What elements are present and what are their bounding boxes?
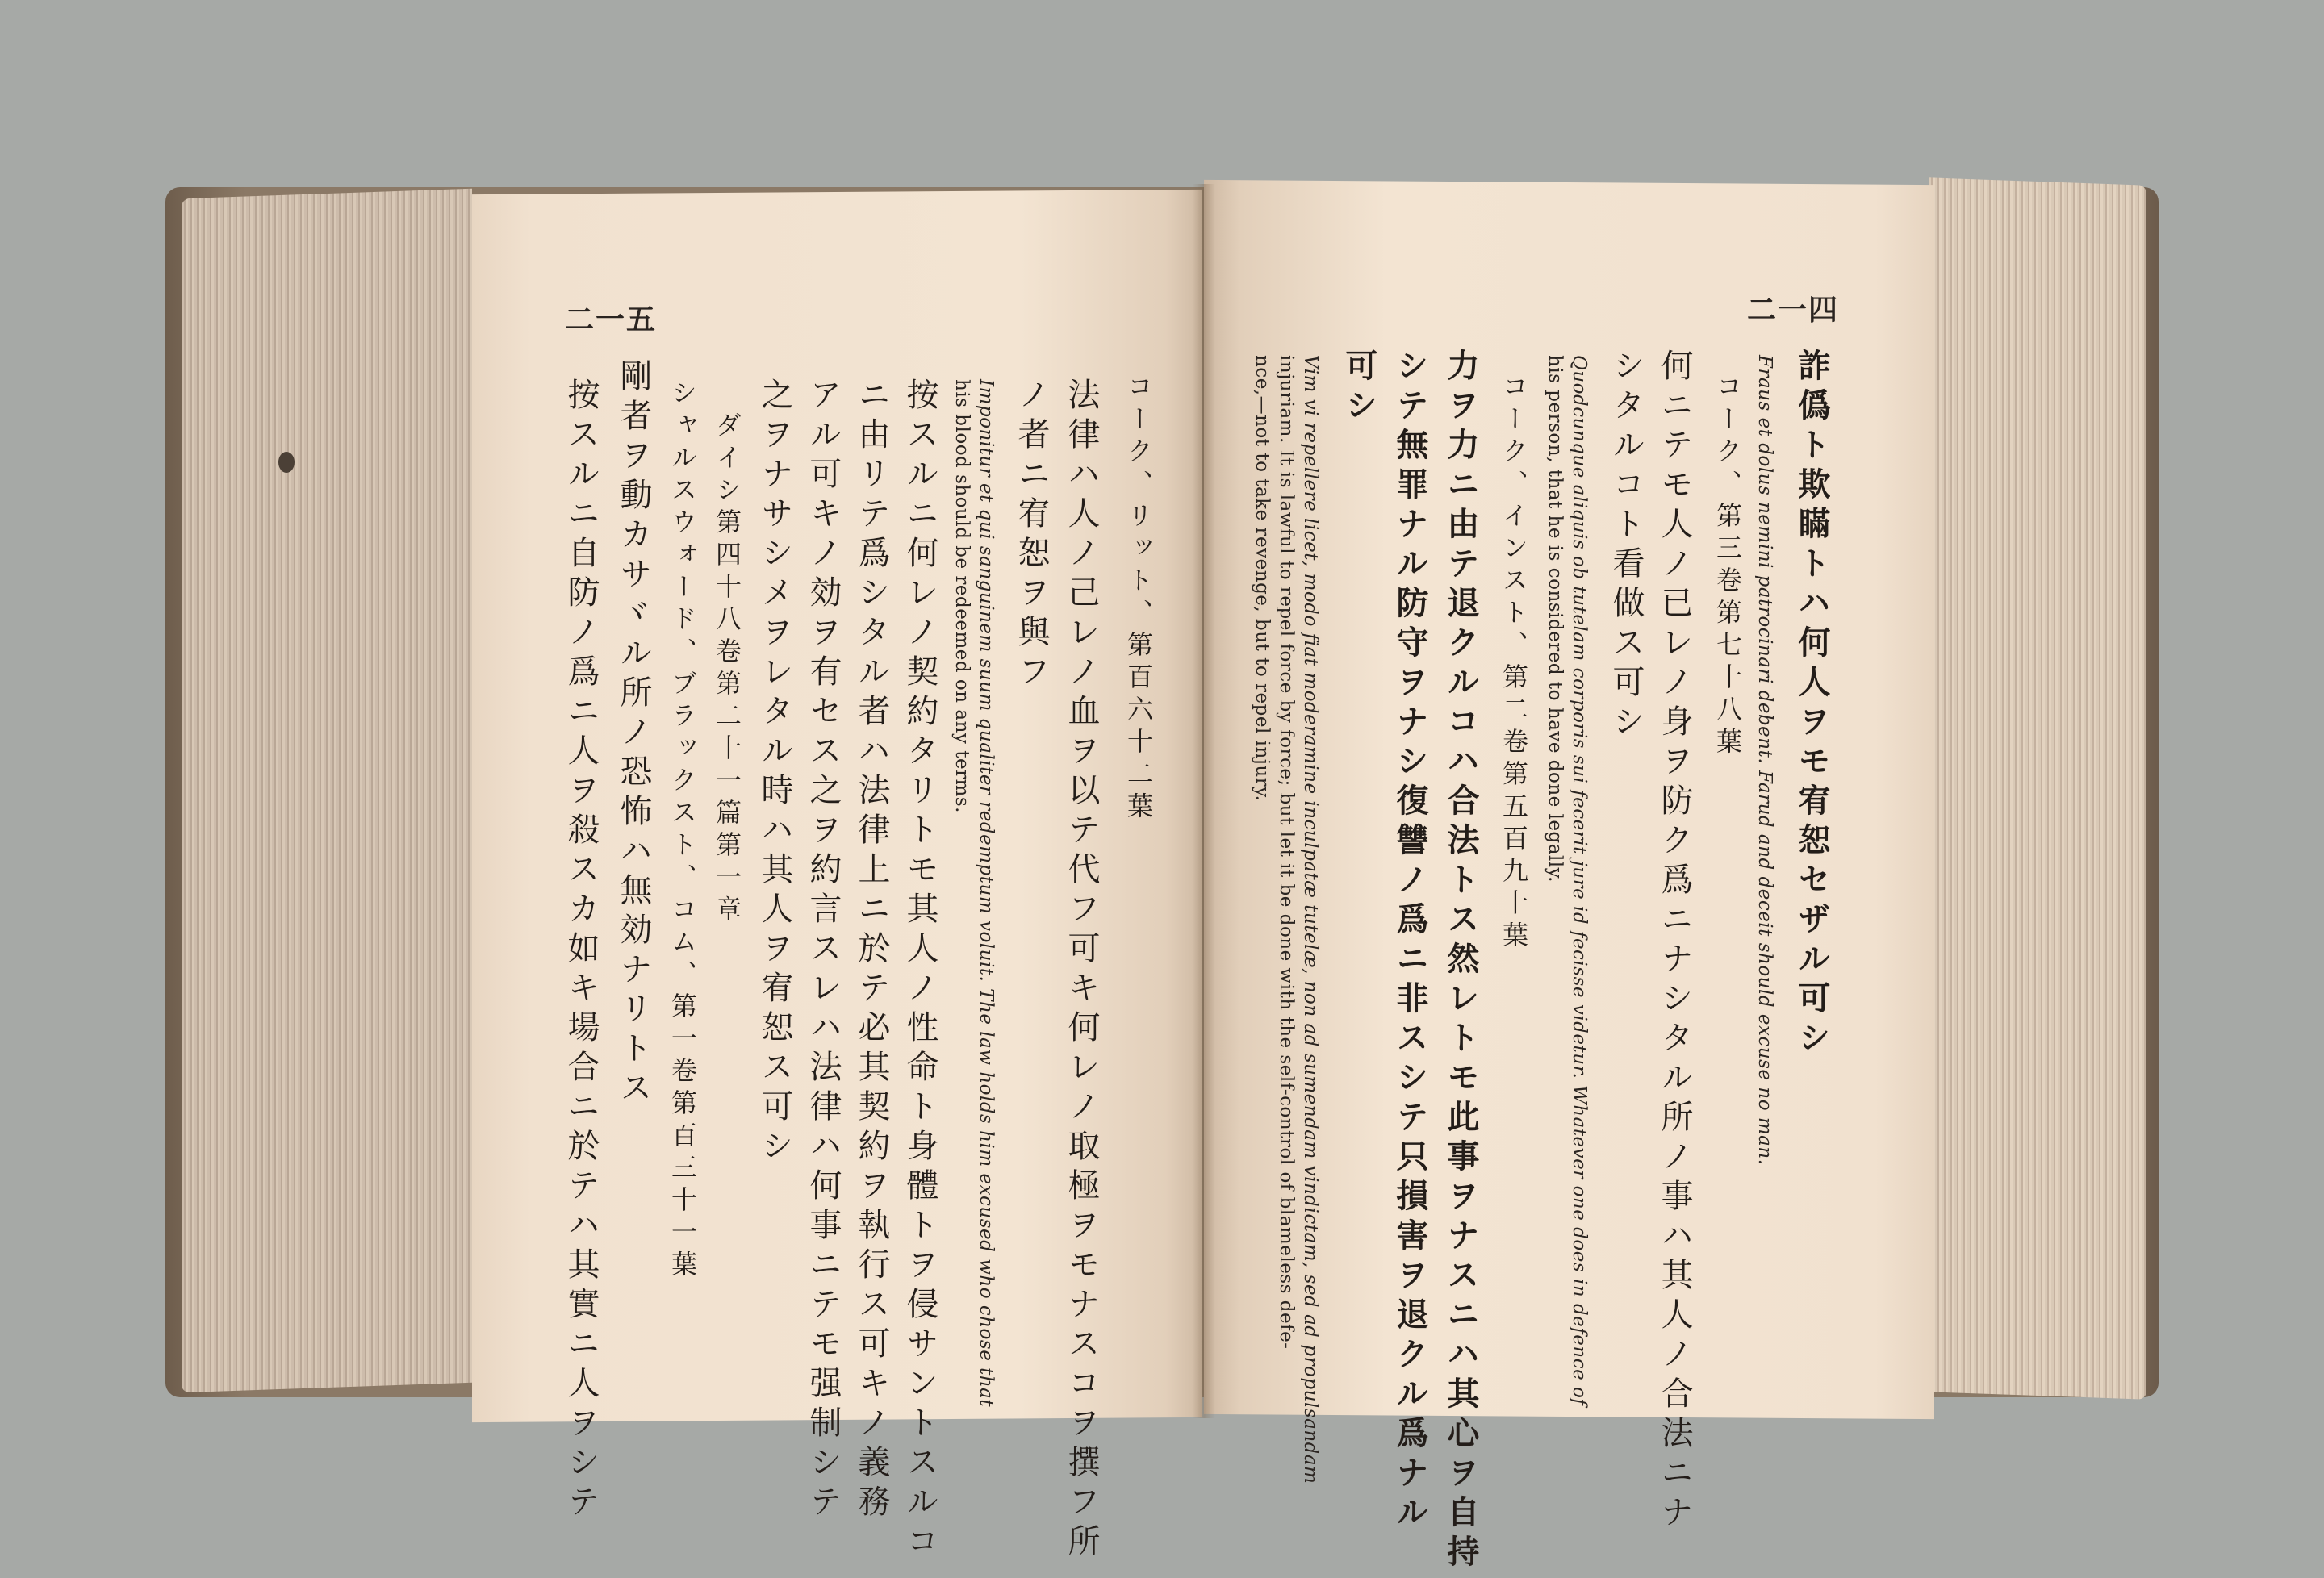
left-page-edges bbox=[182, 189, 472, 1393]
right-col-7: his person, that he is considered to have done legally. bbox=[1544, 355, 1565, 883]
right-col-14: nce,—not to take revenge, but to repel injury. bbox=[1252, 355, 1273, 802]
left-col-7: ニ由リテ爲シタル者ハ法律上ニ於テ必其契約ヲ執行ス可キノ義務 bbox=[853, 378, 890, 1524]
right-col-11: 可シ bbox=[1340, 349, 1378, 428]
right-col-4: 何ニテモ人ノ已レノ身ヲ防ク爲ニナシタル所ノ事ハ其人ノ合法ニナ bbox=[1656, 349, 1693, 1534]
book-gutter bbox=[1193, 184, 1215, 1418]
left-col-8: アル可キノ効ヲ有セス之ヲ約言スレハ法律ハ何事ニテモ强制シテ bbox=[805, 378, 842, 1524]
left-col-2: 法律ハ人ノ己レノ血ヲ以テ代フ可キ何レノ取極ヲモナスコヲ撰フ所 bbox=[1063, 378, 1100, 1563]
left-col-13: 按スルニ自防ノ爲ニ人ヲ殺スカ如キ場合ニ於テハ其實ニ人ヲシテ bbox=[562, 378, 600, 1524]
left-col-6: 按スルニ何レノ契約タリトモ其人ノ性命ト身體トヲ侵サントスルコ bbox=[901, 378, 938, 1563]
left-col-11: シャルスウォード、ブラックスト、コム、第一卷第百三十一葉 bbox=[667, 379, 698, 1283]
right-col-2: Fraus et dolus nemini patrocinari debent. Farud and deceit should excuse no man. bbox=[1754, 355, 1775, 1166]
right-col-13: injuriam. It is lawful to repel force by force; but let it be done with the self-control of blameless defe- bbox=[1276, 355, 1297, 1350]
right-col-9: 力ヲ力ニ由テ退クルコハ合法トス然レトモ此事ヲナスニハ其心ヲ自持 bbox=[1442, 349, 1480, 1574]
left-col-12: 剛者ヲ動カサヾル所ノ恐怖ハ無効ナリトス bbox=[615, 359, 652, 1110]
right-page-edges bbox=[1929, 177, 2146, 1399]
right-col-1: 詐僞ト欺瞞トハ何人ヲモ宥恕セザル可シ bbox=[1793, 349, 1831, 1060]
left-col-4: Imponitur et qui sanguinem suum qualiter redemptum voluit. The law holds him excused who chose that bbox=[976, 379, 997, 1408]
left-col-3: ノ者ニ宥恕ヲ與フ bbox=[1013, 378, 1050, 694]
right-col-12: Vim vi repellere licet, modo fiat moderamine inculpatæ tutelæ, non ad sumendam vindictam, sed ad propulsandam bbox=[1300, 355, 1321, 1484]
left-col-10: ダイシ第四十八卷第二十一篇第一章 bbox=[712, 411, 742, 928]
right-page-number: 二一四 bbox=[1747, 293, 1840, 327]
left-col-1: コーク、リット、第百六十二葉 bbox=[1123, 373, 1154, 824]
right-col-5: シタルコト看做ス可シ bbox=[1607, 349, 1645, 744]
left-col-5: his blood should be redeemed on any terms. bbox=[951, 379, 972, 813]
left-col-9: 之ヲナサシメヲレタル時ハ其人ヲ宥恕ス可シ bbox=[756, 378, 793, 1168]
right-col-3: コーク、第三卷第七十八葉 bbox=[1712, 373, 1743, 760]
right-col-10: シテ無罪ナル防守ヲナシ復讐ノ爲ニ非スシテ只損害ヲ退クル爲ナル bbox=[1391, 349, 1429, 1534]
left-page-number: 二一五 bbox=[565, 303, 658, 336]
binding-hole bbox=[278, 452, 295, 473]
right-col-8: コーク、インスト、第二卷第五百九十葉 bbox=[1498, 373, 1529, 954]
right-col-6: Quodcunque aliquis ob tutelam corporis sui fecerit jure id fecisse videtur. Whatever one does in defence of bbox=[1569, 355, 1590, 1406]
